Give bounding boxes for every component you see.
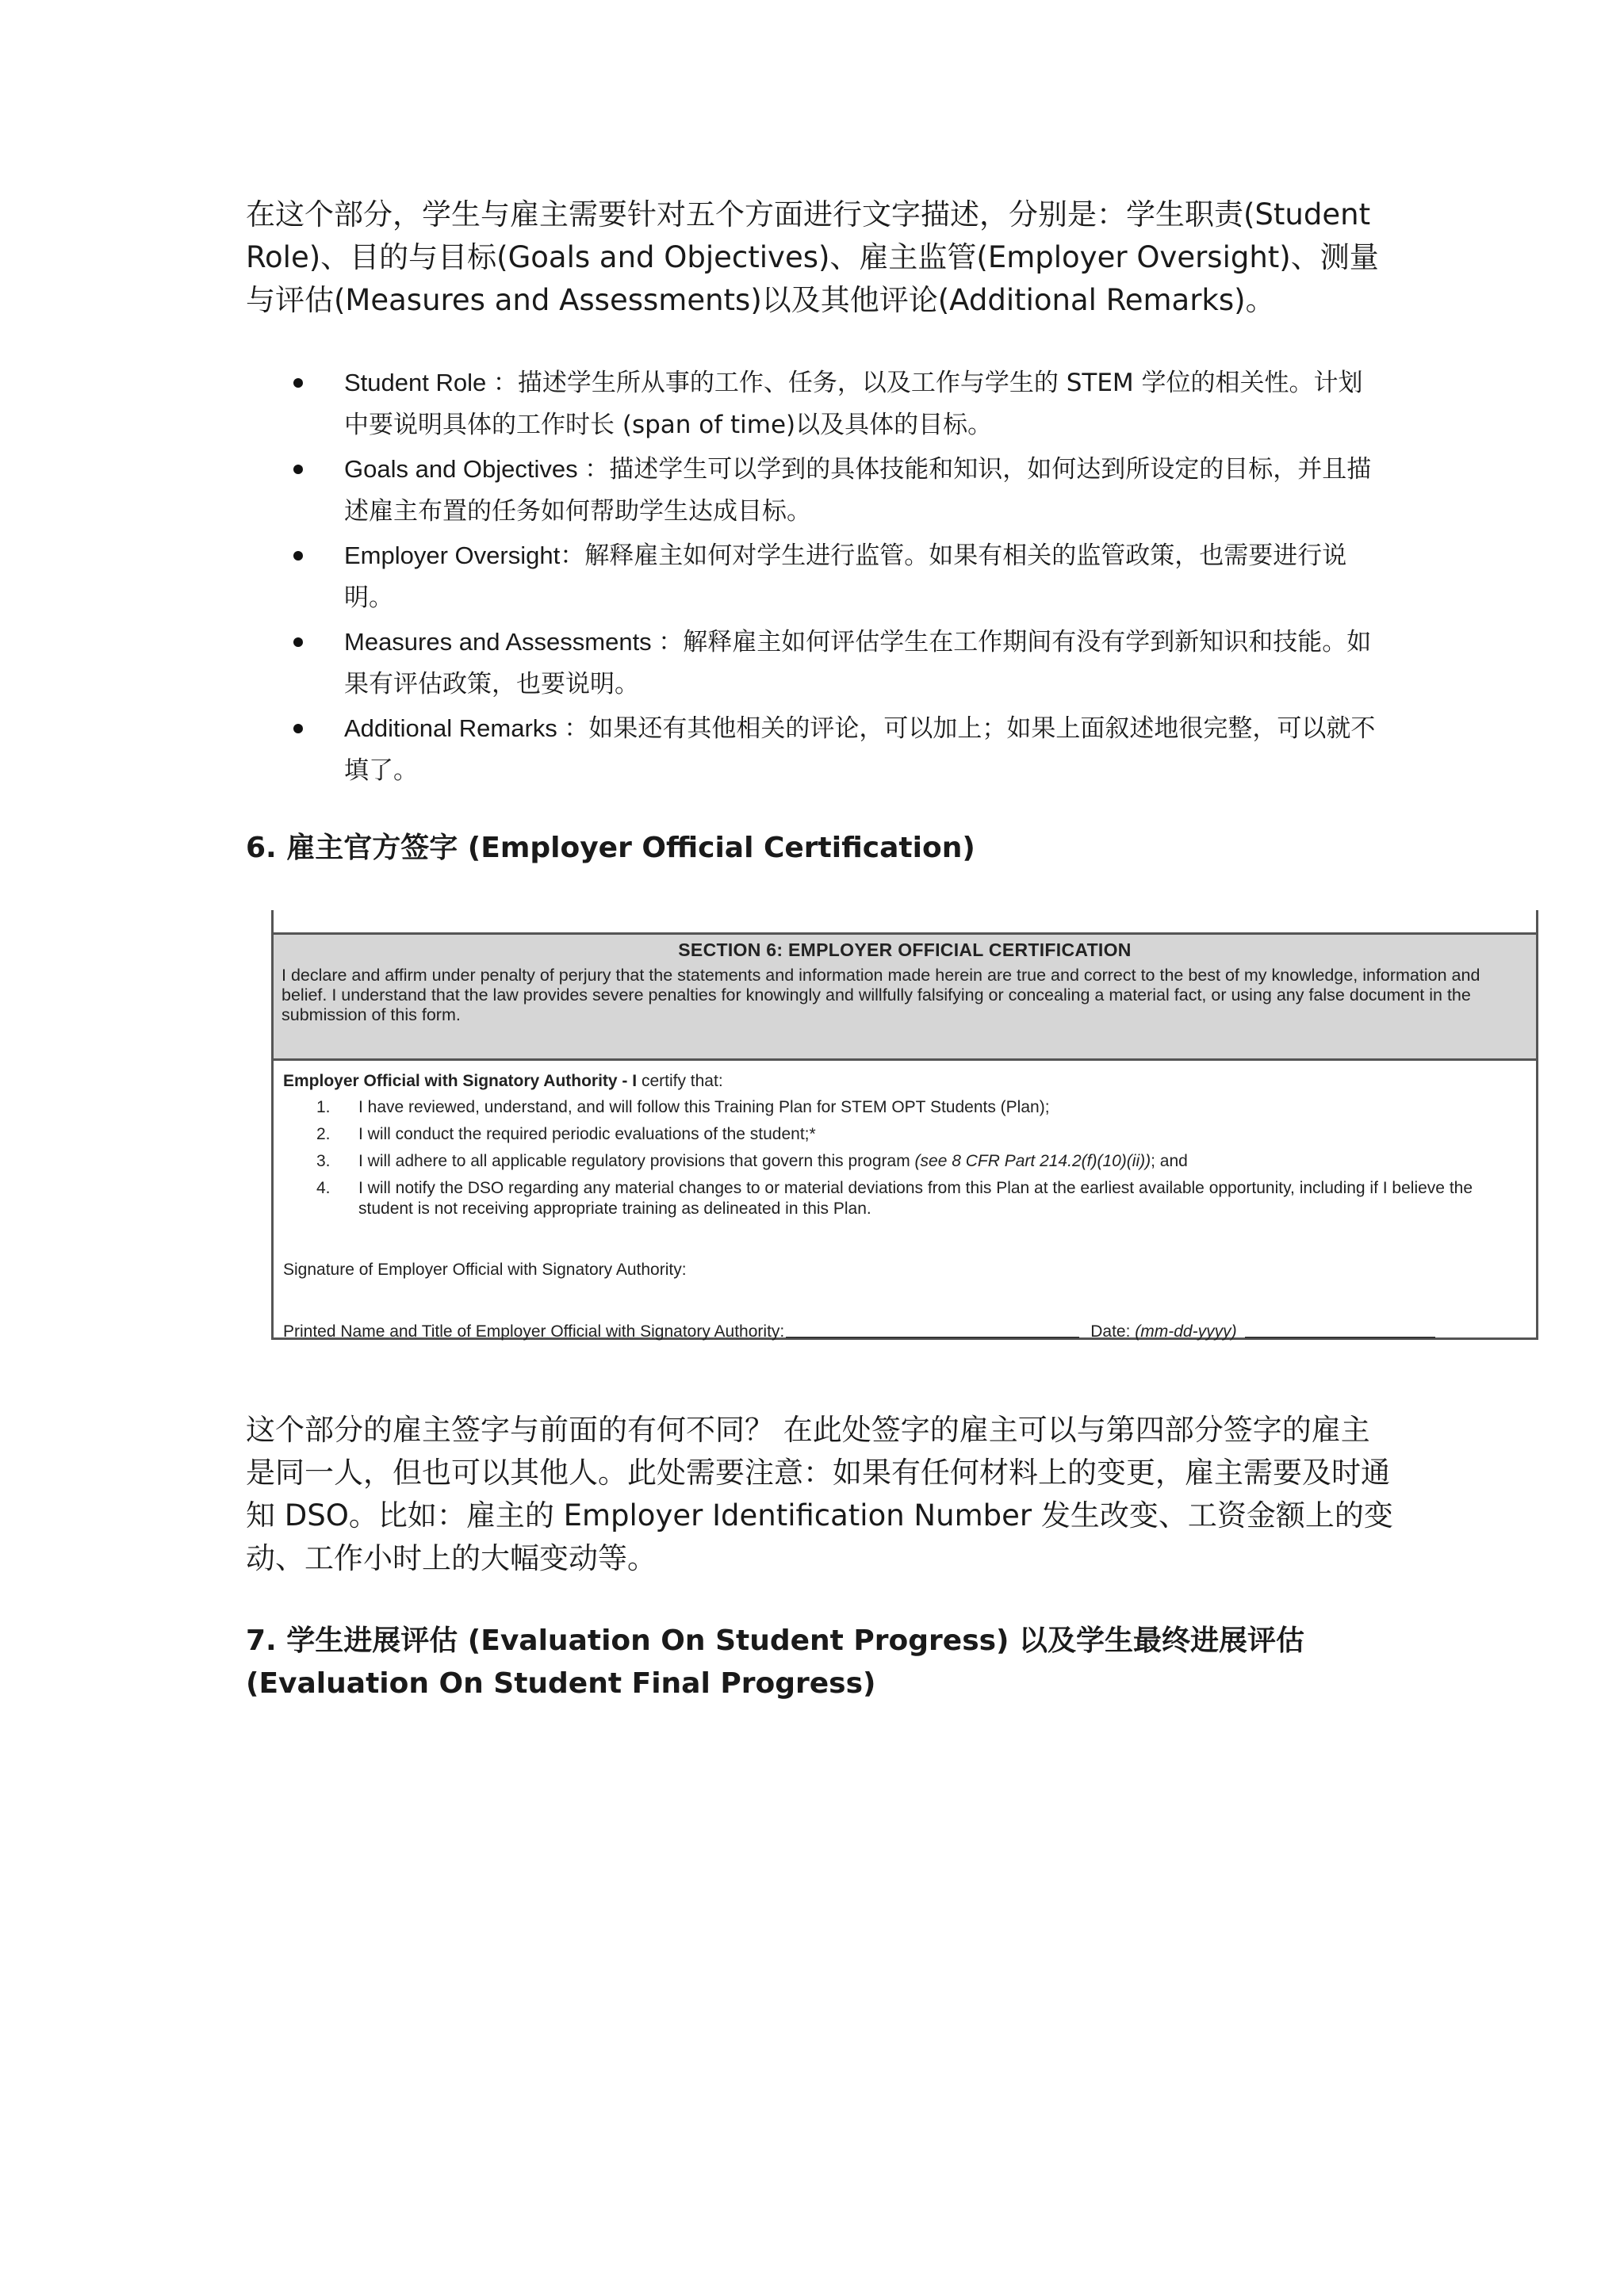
printed-name-row xyxy=(283,1322,1435,1341)
bullet-icon xyxy=(293,551,303,561)
certify-item-number: 3. xyxy=(316,1152,331,1170)
certify-lead-rest: certify that: xyxy=(637,1072,723,1090)
certify-lead-bold: Employer Official with Signatory Authority - I xyxy=(283,1072,638,1090)
certify-item-number: 1. xyxy=(316,1098,331,1116)
form-body-box xyxy=(271,1061,1538,1340)
certify-item xyxy=(283,1178,1526,1219)
list-item xyxy=(246,621,1396,706)
printed-name-label: Printed Name and Title of Employer Official with Signatory Authority: xyxy=(283,1322,785,1341)
form-declaration: I declare and affirm under penalty of perjury that the statements and information made herein are true and correct to the best of my knowledge, information and belief. I understand that the law provides severe penalties for knowingly and willfully falsifying or concealing a material fact, or using any false document in the submission of this form. xyxy=(282,966,1480,1024)
certify-lead xyxy=(283,1072,1526,1091)
list-item xyxy=(246,448,1396,533)
certify-item xyxy=(283,1124,1526,1145)
certify-item-tail: ; and xyxy=(1151,1152,1188,1170)
list-item-term: Goals and Objectives ： xyxy=(344,455,610,483)
date-label: Date: xyxy=(1090,1322,1136,1341)
signature-label: Signature of Employer Official with Signatory Authority: xyxy=(283,1261,687,1279)
field-description-list xyxy=(246,362,1396,794)
list-item-desc: 解释雇主如何对学生进行监管。如果有相关的监管政策，也需要进行说明。 xyxy=(344,541,1347,612)
certify-item xyxy=(283,1097,1526,1118)
section-6-heading: 6. 雇主官方签字 (Employer Official Certification) xyxy=(246,832,975,864)
form-section-title: SECTION 6: EMPLOYER OFFICIAL CERTIFICATION xyxy=(678,939,1132,960)
list-item-desc: 如果还有其他相关的评论，可以加上；如果上面叙述地很完整，可以就不填了。 xyxy=(344,714,1376,785)
list-item xyxy=(246,707,1396,792)
bullet-icon xyxy=(293,637,303,647)
certify-item-text: I will adhere to all applicable regulatory provisions that govern this program xyxy=(358,1152,915,1170)
form-header-box xyxy=(271,932,1538,1061)
date-line xyxy=(1245,1337,1435,1338)
certify-item-citation: (see 8 CFR Part 214.2(f)(10)(ii)) xyxy=(914,1152,1151,1170)
certify-item-text: I have reviewed, understand, and will follow this Training Plan for STEM OPT Students (Plan); xyxy=(358,1098,1050,1116)
difference-paragraph: 这个部分的雇主签字与前面的有何不同？ 在此处签字的雇主可以与第四部分签字的雇主是同一人，但也可以其他人。此处需要注意：如果有任何材料上的变更，雇主需要及时通知 DSO。比如：雇主的 Employer Identification Number 发生改变、工资金额上的变动、工作小时上的大幅变动等。 xyxy=(246,1413,1393,1575)
list-item-term: Student Role ： xyxy=(344,369,518,396)
certify-item xyxy=(283,1151,1526,1172)
section-7-heading: 7. 学生进展评估 (Evaluation On Student Progress) 以及学生最终进展评估 (Evaluation On Student Final Progress) xyxy=(246,1624,1305,1700)
list-item-desc: 解释雇主如何评估学生在工作期间有没有学到新知识和技能。如果有评估政策，也要说明。 xyxy=(344,628,1372,698)
certify-item-text: I will conduct the required periodic evaluations of the student;* xyxy=(358,1125,816,1143)
intro-paragraph: 在这个部分，学生与雇主需要针对五个方面进行文字描述，分别是：学生职责(Student Role)、目的与目标(Goals and Objectives)、雇主监管(Employer Oversight)、测量与评估(Measures and Assessments)以及其他评论(Additional Remarks)。 xyxy=(246,197,1379,317)
certify-item-text: I will notify the DSO regarding any material changes to or material deviations from this Plan at the earliest available opportunity, including if I believe the student is not receiving appropriate training as delineated in this Plan. xyxy=(358,1179,1473,1218)
employer-certification-form-image xyxy=(266,910,1543,1345)
list-item xyxy=(246,362,1396,446)
bullet-icon xyxy=(293,724,303,733)
bullet-icon xyxy=(293,378,303,388)
list-item xyxy=(246,534,1396,619)
date-format: (mm-dd-yyyy) xyxy=(1135,1322,1237,1341)
certify-item-number: 4. xyxy=(316,1179,331,1197)
printed-name-line xyxy=(786,1337,1079,1338)
list-item-term: Measures and Assessments ： xyxy=(344,628,684,656)
bullet-icon xyxy=(293,465,303,474)
certify-item-number: 2. xyxy=(316,1125,331,1143)
list-item-desc: 描述学生所从事的工作、任务，以及工作与学生的 STEM 学位的相关性。计划中要说明具体的工作时长 (span of time)以及具体的目标。 xyxy=(344,369,1363,439)
list-item-term: Additional Remarks ： xyxy=(344,714,589,742)
list-item-term: Employer Oversight： xyxy=(344,541,585,569)
list-item-desc: 描述学生可以学到的具体技能和知识，如何达到所设定的目标，并且描述雇主布置的任务如何帮助学生达成目标。 xyxy=(344,455,1372,526)
